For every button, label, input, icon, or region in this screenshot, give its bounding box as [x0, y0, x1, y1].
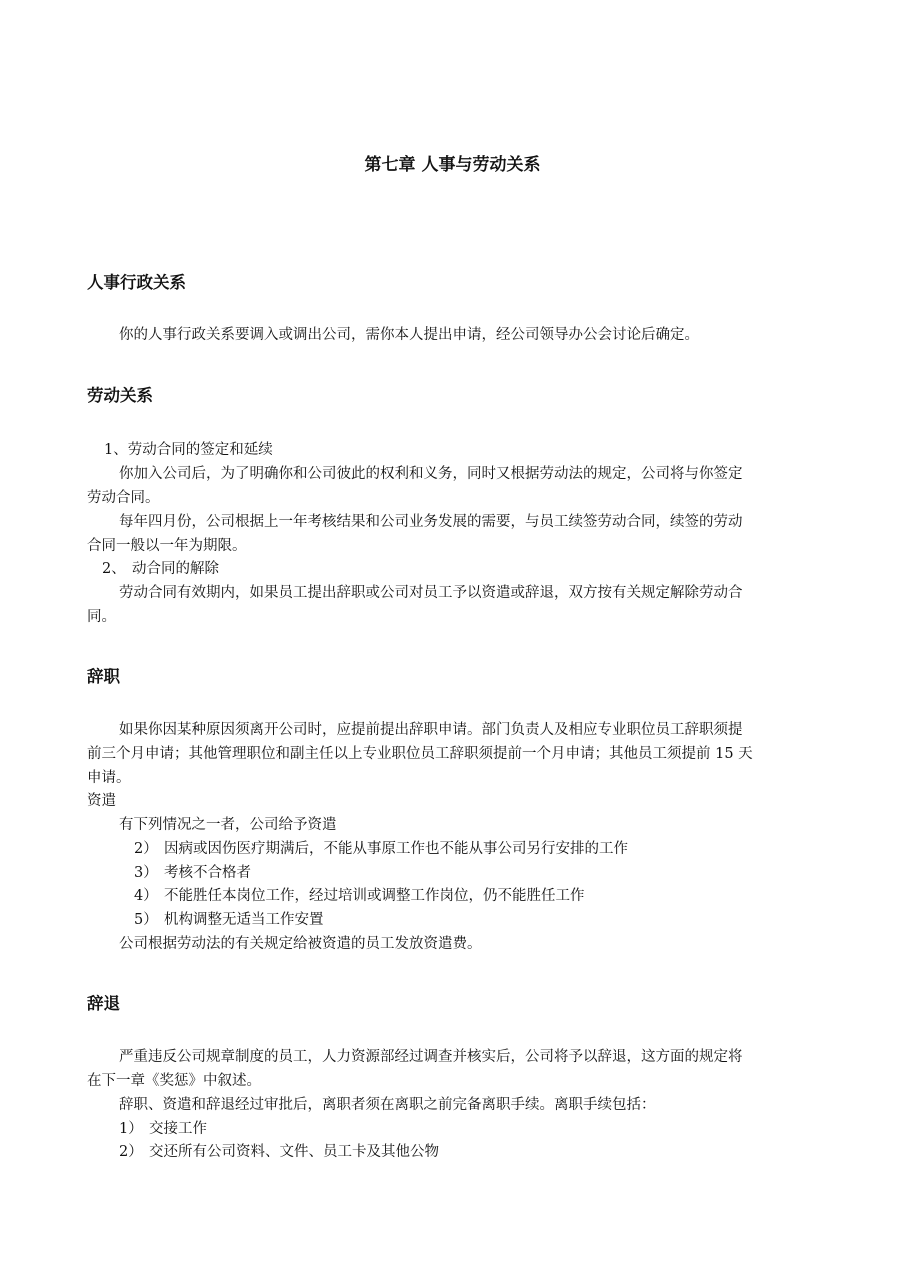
paragraph-line: 每年四月份，公司根据上一年考核结果和公司业务发展的需要，与员工续签劳动合同，续签的劳动: [119, 514, 743, 530]
list-item-number: 2、: [102, 561, 126, 577]
paragraph-line: 你加入公司后，为了明确你和公司彼此的权利和义务，同时又根据劳动法的规定，公司将与你签定: [119, 466, 743, 482]
paragraph-line: 有下列情况之一者，公司给予资遣: [119, 817, 337, 833]
paragraph-line: 严重违反公司规章制度的员工，人力资源部经过调查并核实后，公司将予以辞退，这方面的规定将: [119, 1049, 743, 1065]
paragraph-line: 同。: [87, 609, 116, 625]
section-heading-resignation: 辞职: [87, 667, 120, 686]
paragraph-line: 如果你因某种原因须离开公司时，应提前提出辞职申请。部门负责人及相应专业职位员工辞职须提: [119, 722, 743, 738]
list-item-title: 1、劳动合同的签定和延续: [104, 442, 273, 458]
chapter-title: 第七章 人事与劳动关系: [364, 155, 541, 175]
paragraph-line: 公司根据劳动法的有关规定给被资遣的员工发放资遣费。: [119, 936, 482, 952]
list-item-text: 机构调整无适当工作安置: [164, 912, 324, 928]
list-item-number: 5）: [134, 912, 158, 928]
list-item-number: 2）: [119, 1144, 143, 1160]
list-item: [119, 1119, 207, 1139]
paragraph-line: 你的人事行政关系要调入或调出公司，需你本人提出申请，经公司领导办公会讨论后确定。: [119, 327, 699, 343]
list-item: [134, 839, 628, 859]
list-item: [134, 863, 251, 883]
list-item-text: 交接工作: [149, 1121, 207, 1137]
paragraph-line: 在下一章《奖惩》中叙述。: [87, 1073, 261, 1089]
list-item-title: [102, 559, 219, 579]
list-item-number: 2）: [134, 841, 158, 857]
section-heading-labor: 劳动关系: [87, 386, 153, 405]
list-item-text: 考核不合格者: [164, 865, 251, 881]
section-heading-dismissal: 辞退: [87, 994, 120, 1013]
list-item-text: 动合同的解除: [132, 561, 219, 577]
list-item-text: 因病或因伤医疗期满后，不能从事原工作也不能从事公司另行安排的工作: [164, 841, 628, 857]
list-item: [134, 886, 585, 906]
list-item-number: 1）: [119, 1121, 143, 1137]
list-item: [119, 1142, 439, 1162]
list-item-number: 4）: [134, 888, 158, 904]
section-heading-personnel: 人事行政关系: [87, 273, 186, 292]
list-item-number: 3）: [134, 865, 158, 881]
paragraph-line: 劳动合同。: [87, 490, 160, 506]
list-item-text: 不能胜任本岗位工作，经过培训或调整工作岗位，仍不能胜任工作: [164, 888, 585, 904]
paragraph-line: 申请。: [87, 770, 131, 786]
list-item: [134, 910, 324, 930]
paragraph-line: 劳动合同有效期内，如果员工提出辞职或公司对员工予以资遣或辞退，双方按有关规定解除劳动合: [119, 585, 743, 601]
paragraph-line: 前三个月申请；其他管理职位和副主任以上专业职位员工辞职须提前一个月申请；其他员工须提前 15 天: [87, 746, 753, 762]
sub-heading: 资遣: [87, 793, 116, 809]
paragraph-line: 辞职、资遣和辞退经过审批后，离职者须在离职之前完备离职手续。离职手续包括：: [119, 1097, 656, 1113]
paragraph-line: 合同一般以一年为期限。: [87, 538, 247, 554]
list-item-text: 交还所有公司资料、文件、员工卡及其他公物: [149, 1144, 439, 1160]
